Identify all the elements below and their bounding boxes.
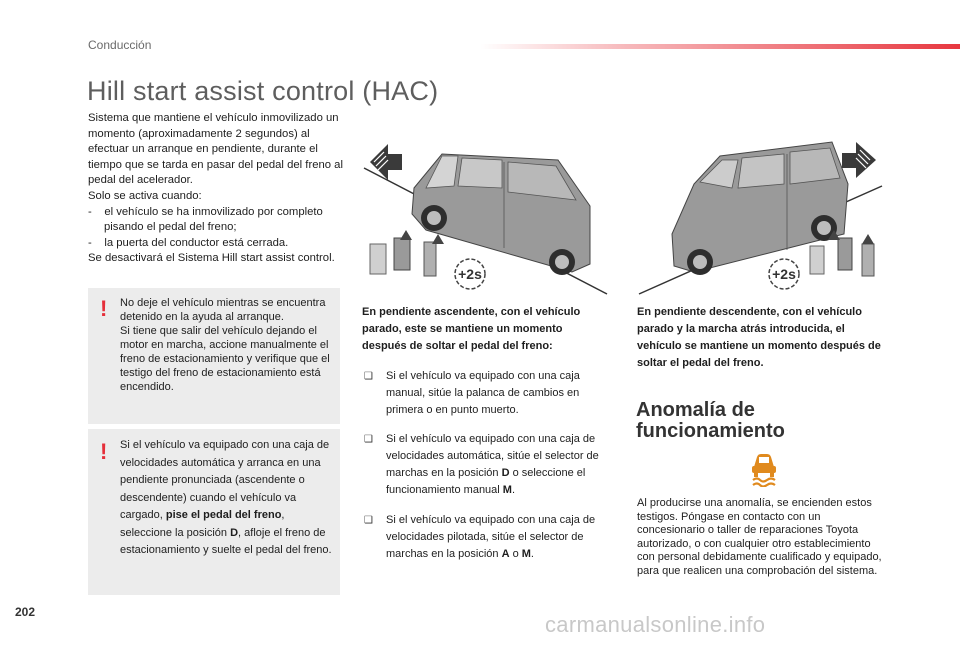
bullet-text-part: Si el vehículo va equipado con una caja de velocidades pilotada, sitúe el selector de marchas en la posición [386, 514, 596, 560]
svg-text:+2s: +2s [772, 266, 796, 282]
uphill-van-illustration [362, 126, 612, 298]
van-icon [412, 154, 590, 275]
intro-paragraph: Sistema que mantiene el vehículo inmovilizado un momento (aproximadamente 2 segundos) al efectuar un arranque en pendiente, durante el tiempo que se tarda en pasar del pedal del freno al pedal del acelerador. [88, 112, 343, 187]
warning-box-automatic [88, 429, 340, 595]
plus-two-seconds-badge [455, 259, 485, 289]
intro-condition-lead: Solo se activa cuando: [88, 189, 202, 202]
warning-text-emphasis: pise el pedal del freno [165, 509, 282, 521]
downhill-caption: En pendiente descendente, con el vehículo parado y la marcha atrás introducida, el vehículo se mantiene un momento después de soltar el pedal del freno. [637, 306, 881, 369]
gear-position-m: M [521, 548, 531, 560]
downhill-arrow-icon [842, 142, 876, 178]
warning-text-part: , afloje el freno de estacionamiento y suelte el pedal del freno. [120, 526, 332, 556]
downhill-van-illustration [634, 126, 884, 298]
page-title: Hill start assist control (HAC) [87, 76, 439, 106]
checkbox-bullet-icon: ❑ [364, 434, 373, 445]
checkbox-bullet-icon: ❑ [364, 515, 373, 526]
bullet-text [386, 431, 616, 499]
intro-closing: Se desactivará el Sistema Hill start assist control. [88, 252, 335, 265]
bullet-text: Si el vehículo va equipado con una caja manual, sitúe la palanca de cambios en primera o en punto muerto. [386, 370, 580, 416]
warning-exclamation-icon: ! [100, 439, 108, 464]
intro-condition-item: - la puerta del conductor está cerrada. [88, 236, 289, 249]
pedals-icon [370, 230, 444, 276]
warning-paragraph: No deje el vehículo mientras se encuentra detenido en la ayuda al arranque. [120, 297, 326, 323]
bullet-text-part: . [511, 484, 516, 496]
gear-position-a: A [501, 548, 510, 560]
anomaly-heading-line: Anomalía de [636, 399, 755, 421]
intro-condition-item: - el vehículo se ha inmovilizado por completo pisando el pedal del freno; [88, 205, 323, 234]
bullet-text-part: Si el vehículo va equipado con una caja de velocidades automática, sitúe el selector de marchas en la posición [386, 433, 599, 479]
stability-warning-lamp-icon [747, 447, 781, 487]
warning-exclamation-icon: ! [100, 296, 108, 321]
warning-text [120, 296, 334, 394]
uphill-arrow-icon [370, 144, 402, 180]
bullet-text [386, 512, 616, 563]
intro-text [88, 111, 348, 267]
warning-text-part: Si el vehículo va equipado con una caja de velocidades automática y arranca en una pendiente pronunciada (ascendente o descendente) cuando el vehículo va cargado, [120, 439, 330, 521]
bullet-text-part: o [509, 548, 522, 560]
warning-text-part: , seleccione la posición [120, 509, 285, 539]
header-accent-bar [480, 44, 960, 49]
anomaly-text: Al producirse una anomalía, se encienden estos testigos. Póngase en contacto con un concesionario o taller de reparaciones Toyota autorizado, o con cualquier otro establecimiento con personal debidamente cualificado y equipado, para que realicen una comprobación del sistema. [637, 497, 882, 577]
section-label: Conducción [88, 38, 152, 52]
svg-text:+2s: +2s [458, 266, 482, 282]
bullet-piloted [364, 512, 616, 563]
gear-position-d: D [230, 526, 239, 539]
bullet-text-part: o seleccione el funcionamiento manual [386, 467, 586, 496]
anomaly-heading-line: funcionamiento [636, 420, 785, 442]
gear-position-m: M [502, 484, 512, 496]
gear-position-d: D [501, 467, 510, 479]
bullet-automatic [364, 431, 616, 499]
anomaly-heading [636, 400, 876, 442]
page-number: 202 [15, 605, 36, 619]
plus-two-seconds-badge [769, 259, 799, 289]
warning-box-parking [88, 288, 340, 424]
uphill-caption: En pendiente ascendente, con el vehículo parado, este se mantiene un momento después de soltar el pedal del freno: [362, 306, 581, 352]
bullet-text-part: . [530, 548, 534, 560]
warning-text [120, 437, 334, 560]
watermark: carmanualsonline.info [545, 612, 766, 637]
bullet-manual [364, 368, 616, 419]
checkbox-bullet-icon: ❑ [364, 371, 373, 382]
warning-paragraph: Si tiene que salir del vehículo dejando el motor en marcha, accione manualmente el freno de estacionamiento y verifique que el testigo del freno de estacionamiento está encendido. [120, 325, 330, 393]
